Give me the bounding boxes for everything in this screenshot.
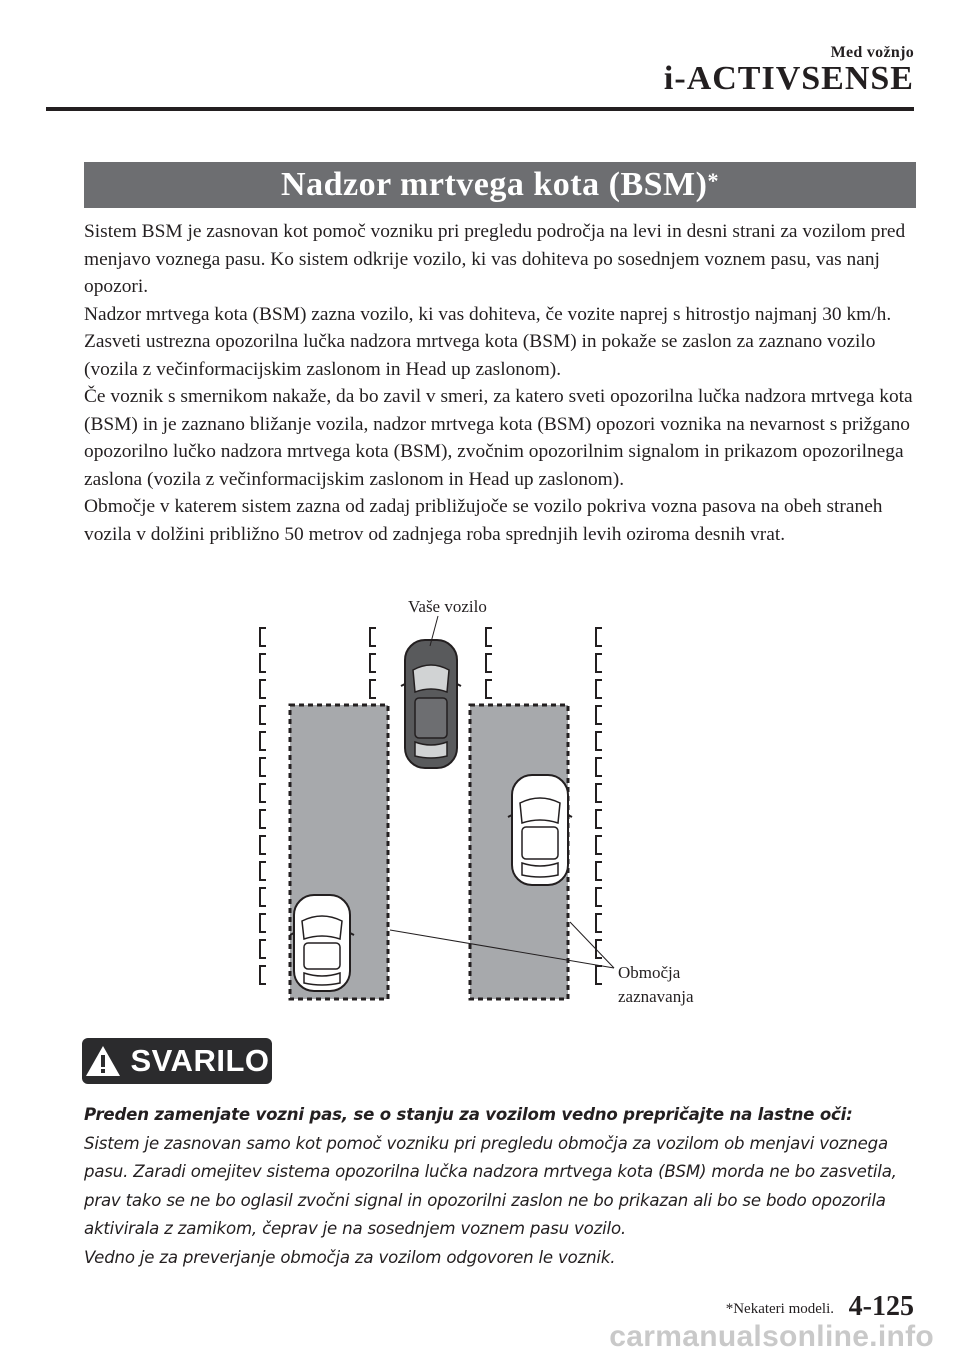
other-vehicle-right bbox=[508, 775, 572, 885]
body-text bbox=[84, 218, 920, 548]
other-vehicle-left bbox=[290, 895, 354, 991]
page-title: Nadzor mrtvega kota (BSM) bbox=[281, 166, 708, 203]
body-paragraph: Sistem BSM je zasnovan kot pomoč vozniku pri pregledu področja na levi in desni strani za vozilom pred menjavo voznega pasu. Ko sistem odkrije vozilo, ki vas dohiteva po sosednjem voznem pasu, vas nanj opozori. bbox=[84, 221, 906, 297]
footnote: *Nekateri modeli. bbox=[725, 1301, 834, 1317]
own-vehicle bbox=[401, 640, 461, 768]
detection-area-diagram bbox=[250, 590, 730, 1020]
page-title-band bbox=[84, 162, 916, 208]
page-title-asterisk: * bbox=[707, 168, 719, 193]
warning-final: Vedno je za preverjanje območja za vozilom odgovoren le voznik. bbox=[84, 1247, 616, 1267]
page-number: 4-125 bbox=[848, 1291, 914, 1322]
warning-label: SVARILO bbox=[130, 1043, 270, 1078]
warning-text bbox=[84, 1101, 920, 1272]
warning-badge bbox=[82, 1038, 272, 1084]
body-paragraph: Nadzor mrtvega kota (BSM) zazna vozilo, ki vas dohiteva, če vozite naprej s hitrostjo najmanj 30 km/h. Zasveti ustrezna opozorilna lučka nadzora mrtvega kota (BSM) in pokaže se zaslon za zaznano vozilo (vozila z večinformacijskim zaslonom in Head up zaslonom). bbox=[84, 303, 892, 380]
detection-label-line-1: Območja bbox=[618, 963, 681, 982]
detection-label-line-2: zaznavanja bbox=[618, 987, 694, 1006]
warning-heading: Preden zamenjate vozni pas, se o stanju za vozilom vedno prepričajte na lastne oči: bbox=[84, 1105, 853, 1124]
warning-paragraph: Sistem je zasnovan samo kot pomoč vozniku pri pregledu območja za vozilom ob menjavi voznega pasu. Zaradi omejitev sistema opozorilna lučka nadzora mrtvega kota (BSM) morda ne bo zasvetila, prav tako se ne bo oglasil zvočni signal in opozorilni zaslon ne bo prikazan ali bo se bodo opozorila aktivirala z zamikom, čeprav je na sosednjem voznem pasu vozilo. bbox=[84, 1133, 897, 1238]
header-rule bbox=[46, 107, 914, 111]
section-name: Med vožnjo bbox=[830, 44, 914, 61]
section-title: i-ACTIVSENSE bbox=[663, 60, 914, 97]
own-vehicle-label: Vaše vozilo bbox=[408, 597, 487, 616]
body-paragraph: Območje v katerem sistem zazna od zadaj približujoče se vozilo pokriva vozna pasova na obeh straneh vozila v dolžini približno 50 metrov od zadnjega roba sprednjih levih oziroma desnih vrat. bbox=[84, 496, 883, 545]
watermark: carmanualsonline.info bbox=[609, 1320, 934, 1353]
detection-callout-line bbox=[570, 922, 614, 968]
body-paragraph: Če voznik s smernikom nakaže, da bo zavil v smeri, za katero sveti opozorilna lučka nadzora mrtvega kota (BSM) in je zaznano bližanje vozila, nadzor mrtvega kota (BSM) opozori voznika na nevarnost s prižgano opozorilno lučko nadzora mrtvega kota (BSM), zvočnim opozorilnim signalom in prikazom opozorilnega zaslona (vozila z večinformacijskim zaslonom in Head up zaslonom). bbox=[84, 386, 913, 490]
warning-triangle-icon bbox=[85, 1045, 121, 1077]
